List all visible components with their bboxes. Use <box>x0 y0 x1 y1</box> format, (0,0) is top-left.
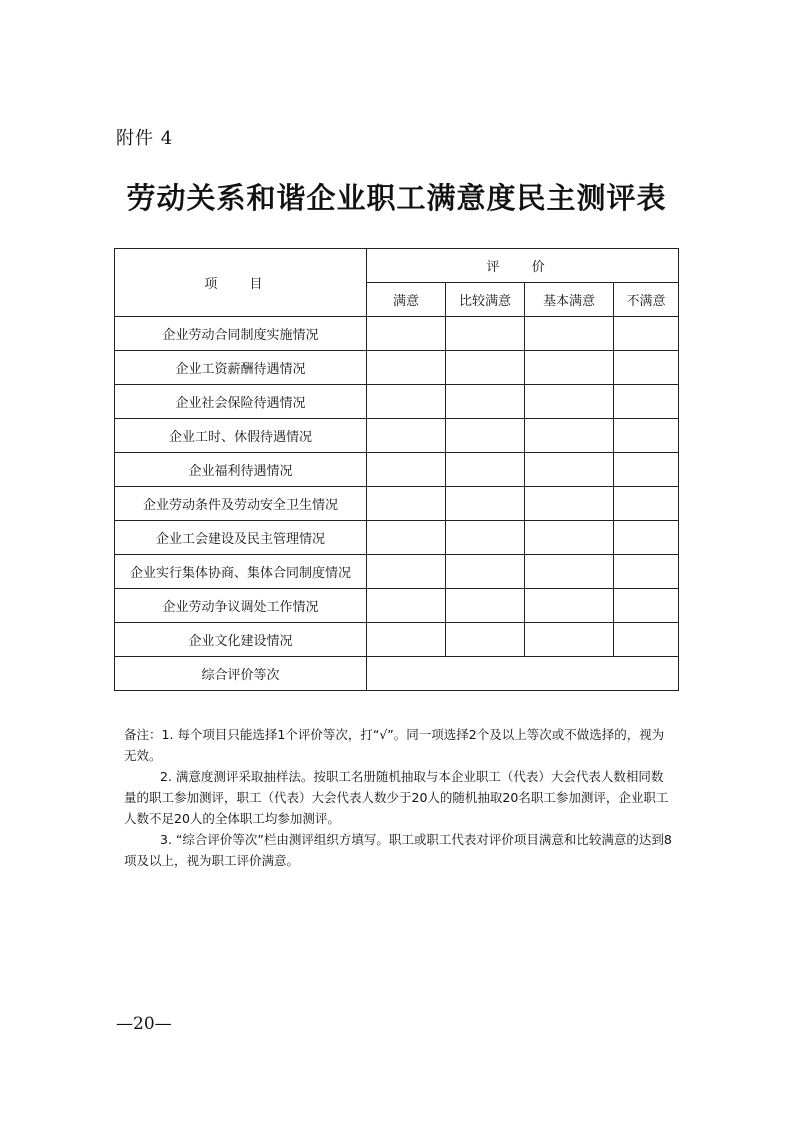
rating-cell[interactable] <box>367 419 446 453</box>
rating-cell[interactable] <box>446 487 525 521</box>
rating-cell[interactable] <box>614 521 679 555</box>
rating-cell[interactable] <box>614 555 679 589</box>
table-row <box>115 487 679 521</box>
rating-cell[interactable] <box>367 317 446 351</box>
table-row <box>115 317 679 351</box>
rating-cell[interactable] <box>525 589 614 623</box>
rating-cell[interactable] <box>446 589 525 623</box>
rating-cell[interactable] <box>367 589 446 623</box>
rating-cell[interactable] <box>446 555 525 589</box>
rating-cell[interactable] <box>446 385 525 419</box>
rating-cell[interactable] <box>525 623 614 657</box>
row-label: 企业工会建设及民主管理情况 <box>115 521 367 555</box>
table-row <box>115 385 679 419</box>
table-row <box>115 419 679 453</box>
row-label: 企业社会保险待遇情况 <box>115 385 367 419</box>
rating-cell[interactable] <box>525 419 614 453</box>
attachment-label: 附件 4 <box>116 128 174 149</box>
notes-section <box>124 724 672 871</box>
rating-cell[interactable] <box>614 317 679 351</box>
row-label: 企业实行集体协商、集体合同制度情况 <box>115 555 367 589</box>
rating-cell[interactable] <box>614 453 679 487</box>
note-2: 2. 满意度测评采取抽样法。按职工名册随机抽取与本企业职工（代表）大会代表人数相同数量的职工参加测评，职工（代表）大会代表人数少于20人的随机抽取20名职工参加测评，企业职工人数不足20人的全体职工均参加测评。 <box>124 769 669 826</box>
rating-cell[interactable] <box>367 487 446 521</box>
table-row <box>115 521 679 555</box>
col-header-satisfied: 满意 <box>367 283 446 317</box>
note-3: 3. “综合评价等次”栏由测评组织方填写。职工或职工代表对评价项目满意和比较满意的达到8项及以上，视为职工评价满意。 <box>124 832 672 868</box>
row-label: 企业文化建设情况 <box>115 623 367 657</box>
rating-cell[interactable] <box>525 487 614 521</box>
rating-cell[interactable] <box>446 351 525 385</box>
rating-cell[interactable] <box>614 351 679 385</box>
rating-cell[interactable] <box>614 487 679 521</box>
rating-cell[interactable] <box>367 521 446 555</box>
note-1: 备注：1. 每个项目只能选择1个评价等次，打“√”。同一项选择2个及以上等次或不做选择的，视为无效。 <box>124 727 665 763</box>
document-title: 劳动关系和谐企业职工满意度民主测评表 <box>126 181 667 215</box>
row-label: 企业工资薪酬待遇情况 <box>115 351 367 385</box>
page-number: —20— <box>116 1014 172 1034</box>
table-row <box>115 453 679 487</box>
rating-cell[interactable] <box>525 555 614 589</box>
table-row <box>115 555 679 589</box>
rating-cell[interactable] <box>446 419 525 453</box>
row-label: 企业劳动条件及劳动安全卫生情况 <box>115 487 367 521</box>
summary-row <box>115 657 679 691</box>
rating-cell[interactable] <box>367 555 446 589</box>
table-row <box>115 351 679 385</box>
rating-cell[interactable] <box>446 521 525 555</box>
summary-label: 综合评价等次 <box>115 657 367 691</box>
rating-cell[interactable] <box>614 419 679 453</box>
col-header-basically-satisfied: 基本满意 <box>525 283 614 317</box>
evaluation-table <box>114 248 679 691</box>
row-label: 企业工时、休假待遇情况 <box>115 419 367 453</box>
table-row <box>115 623 679 657</box>
rating-cell[interactable] <box>614 385 679 419</box>
summary-cell[interactable] <box>367 657 679 691</box>
evaluation-header: 评 价 <box>367 249 679 283</box>
rating-cell[interactable] <box>614 589 679 623</box>
row-label: 企业福利待遇情况 <box>115 453 367 487</box>
rating-cell[interactable] <box>525 453 614 487</box>
rating-cell[interactable] <box>367 385 446 419</box>
table-row <box>115 589 679 623</box>
rating-cell[interactable] <box>446 453 525 487</box>
col-header-dissatisfied: 不满意 <box>614 283 679 317</box>
row-label: 企业劳动争议调处工作情况 <box>115 589 367 623</box>
col-header-fairly-satisfied: 比较满意 <box>446 283 525 317</box>
rating-cell[interactable] <box>367 453 446 487</box>
row-label: 企业劳动合同制度实施情况 <box>115 317 367 351</box>
rating-cell[interactable] <box>525 385 614 419</box>
rating-cell[interactable] <box>525 317 614 351</box>
rating-cell[interactable] <box>367 351 446 385</box>
rating-cell[interactable] <box>525 521 614 555</box>
rating-cell[interactable] <box>446 317 525 351</box>
item-header: 项 目 <box>115 249 367 317</box>
rating-cell[interactable] <box>614 623 679 657</box>
rating-cell[interactable] <box>367 623 446 657</box>
rating-cell[interactable] <box>525 351 614 385</box>
rating-cell[interactable] <box>446 623 525 657</box>
